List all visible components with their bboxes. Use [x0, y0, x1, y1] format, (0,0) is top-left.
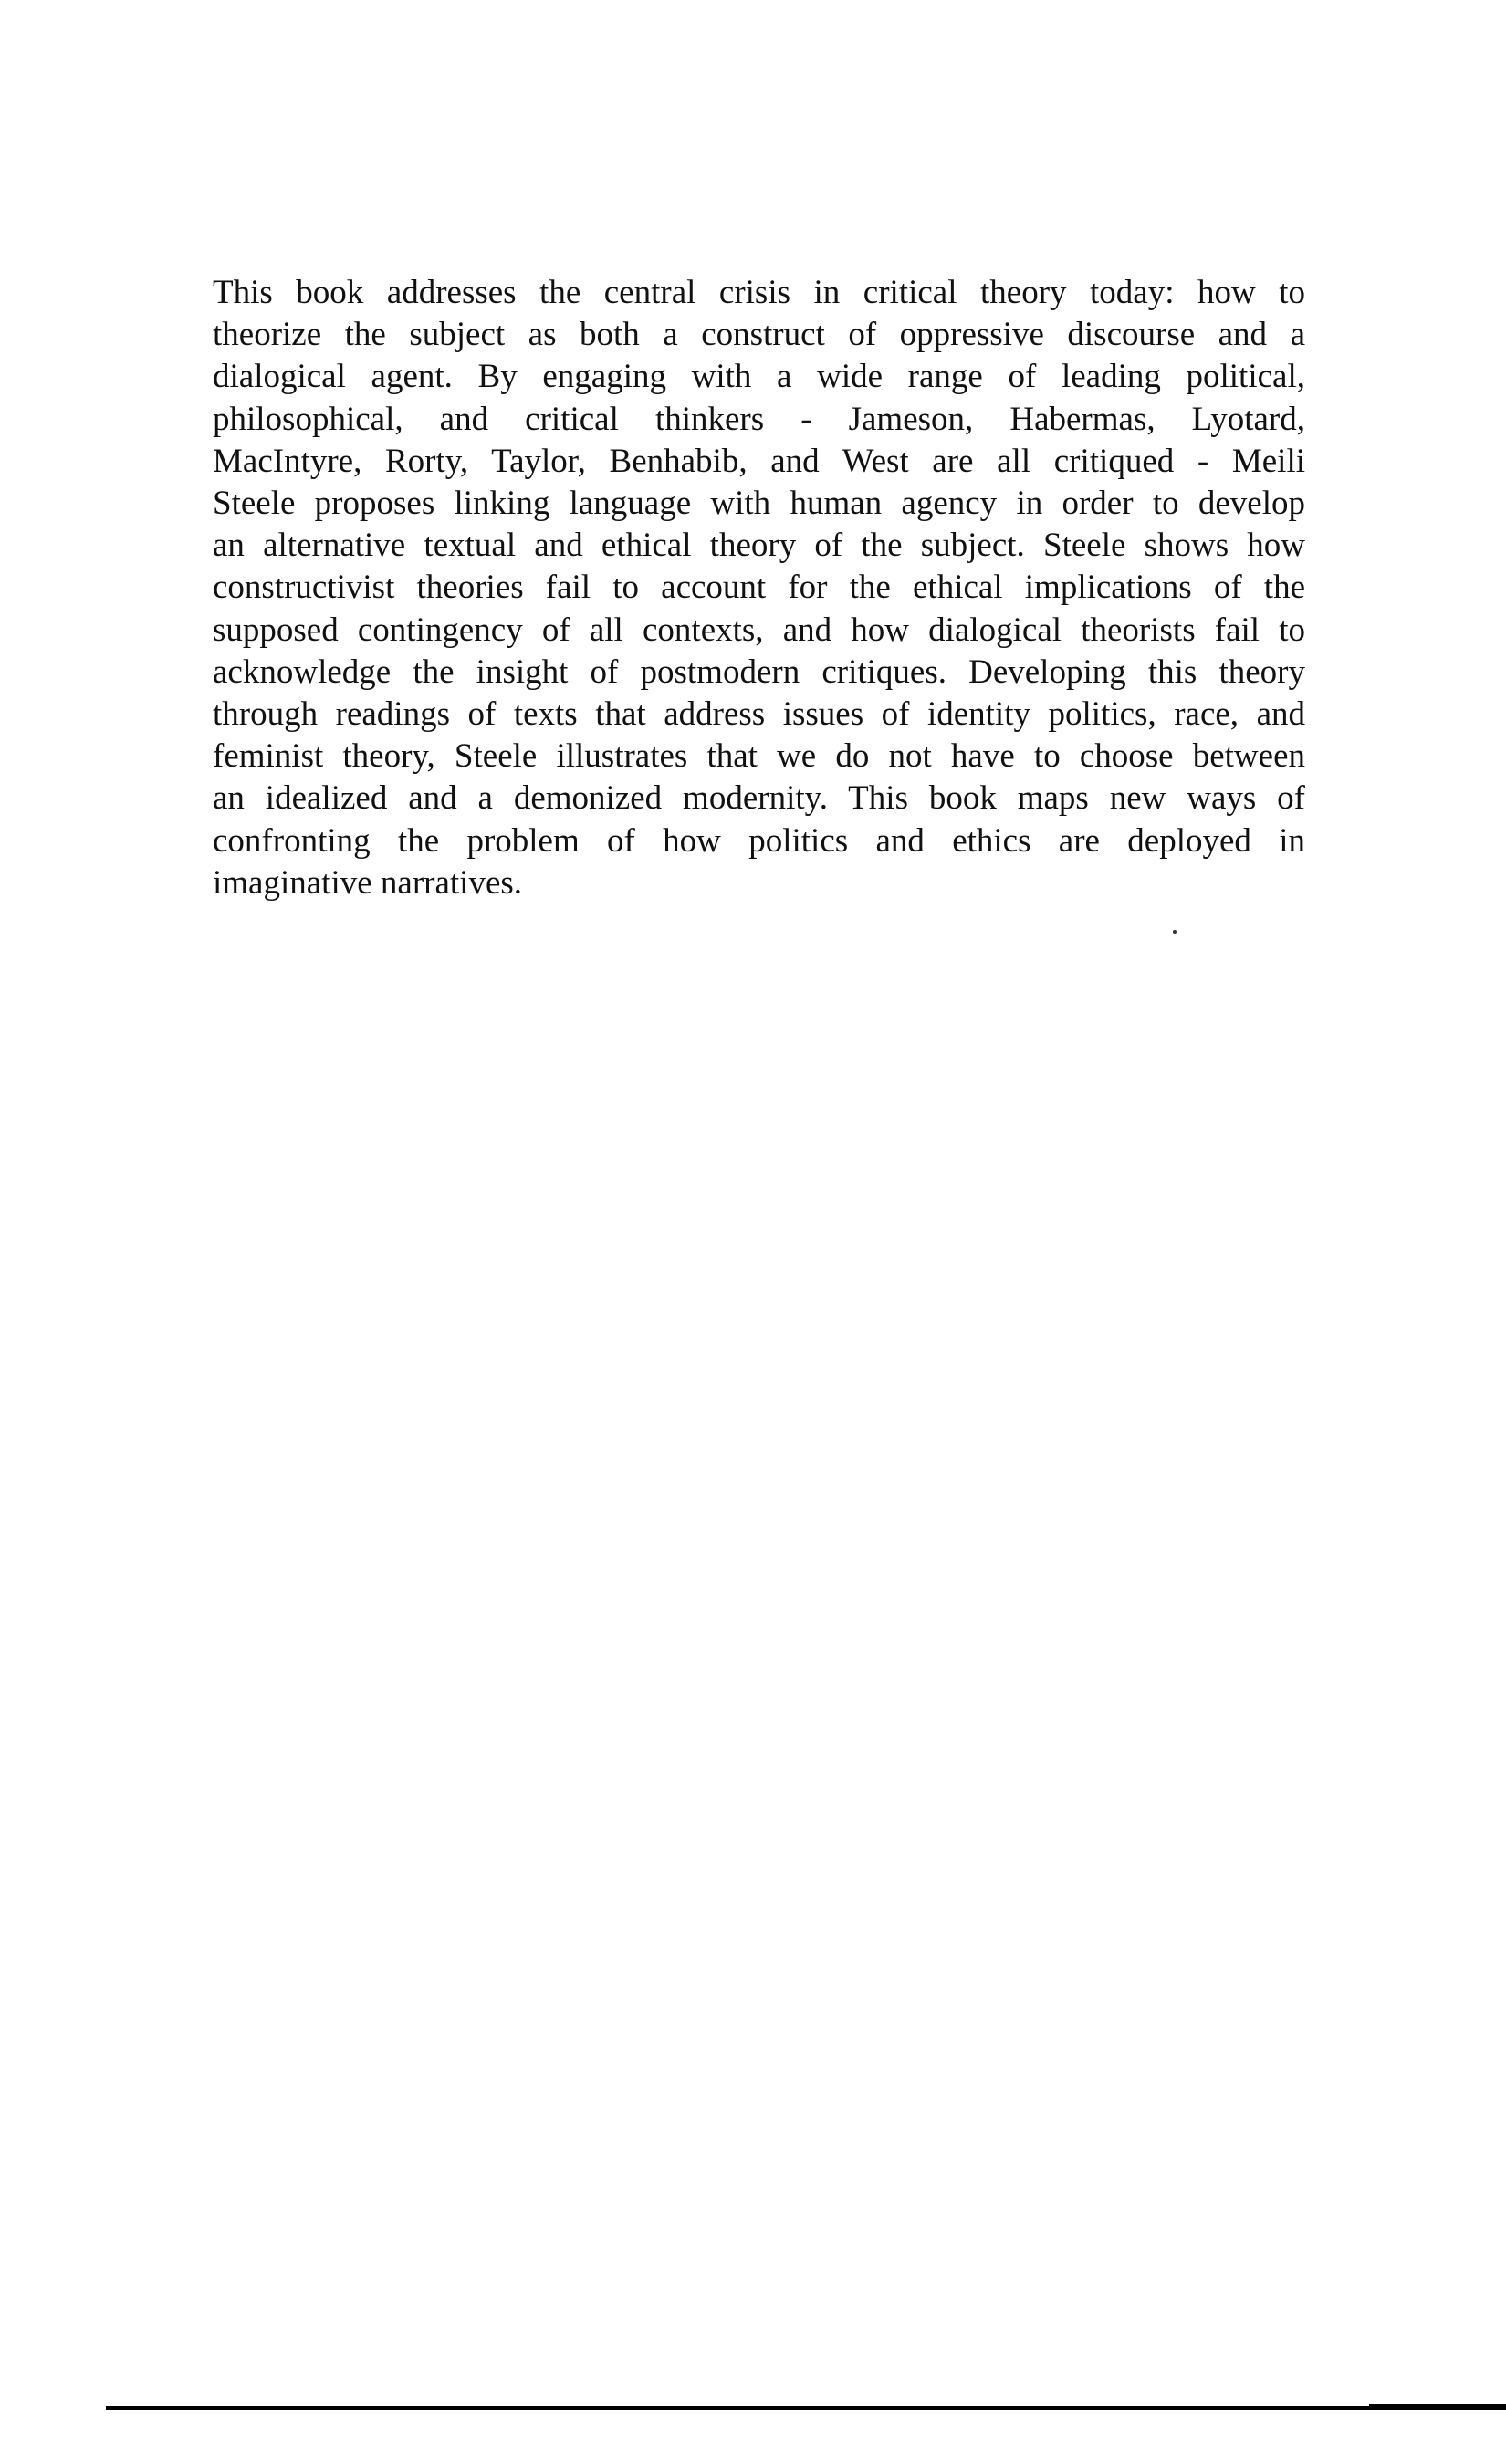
text-line: MacIntyre, Rorty, Taylor, Benhabib, and West are all critiqued - Meili	[213, 442, 1305, 480]
text-line: confronting the problem of how politics and ethics are deployed in	[213, 821, 1305, 860]
book-description	[213, 272, 1305, 904]
text-line: supposed contingency of all contexts, and how dialogical theorists fail to	[213, 611, 1305, 649]
text-line: an idealized and a demonized modernity. This book maps new ways of	[213, 779, 1305, 818]
text-line: theorize the subject as both a construct of oppressive discourse and a	[213, 316, 1305, 354]
text-line: Steele proposes linking language with human agency in order to develop	[213, 485, 1305, 523]
text-line: dialogical agent. By engaging with a wide range of leading political,	[213, 358, 1305, 396]
text-line: an alternative textual and ethical theory of the subject. Steele shows how	[213, 527, 1305, 565]
bottom-rule-end	[1369, 2404, 1506, 2410]
text-line-last: imaginative narratives.	[213, 863, 523, 902]
bottom-rule	[106, 2406, 1506, 2410]
scan-speck	[1173, 930, 1177, 934]
text-line: through readings of texts that address issues of identity politics, race, and	[213, 695, 1305, 734]
text-line: constructivist theories fail to account for the ethical implications of the	[213, 569, 1305, 607]
text-line: This book addresses the central crisis in critical theory today: how to	[213, 274, 1305, 311]
text-line: acknowledge the insight of postmodern critiques. Developing this theory	[213, 653, 1305, 691]
text-line: philosophical, and critical thinkers - Jameson, Habermas, Lyotard,	[213, 400, 1305, 438]
text-line: feminist theory, Steele illustrates that we do not have to choose between	[213, 737, 1305, 776]
